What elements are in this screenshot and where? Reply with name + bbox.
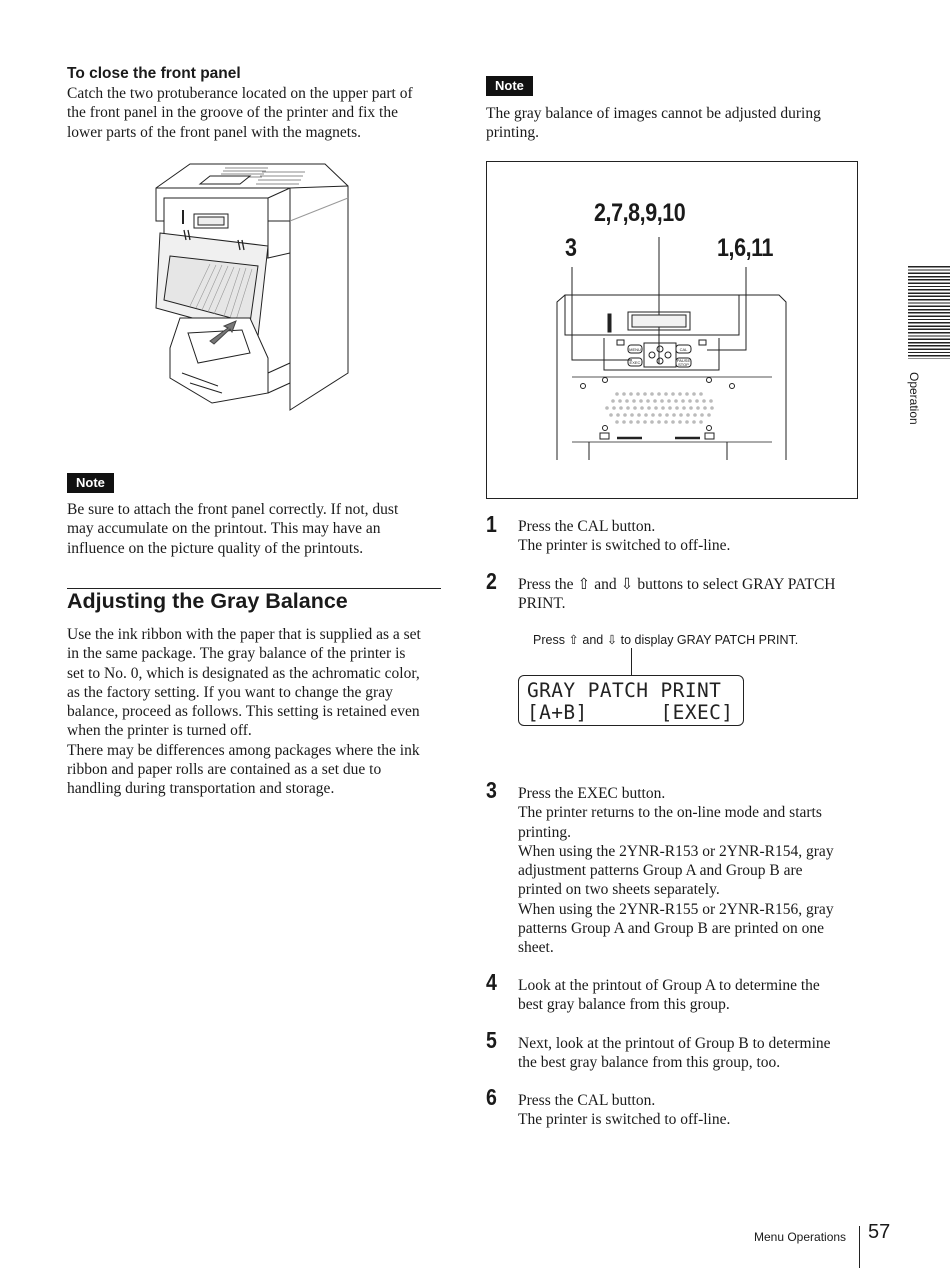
callout-steps-2-7-8-9-10: 2,7,8,9,10: [594, 199, 686, 227]
text-line: Press the CAL button.: [518, 518, 656, 535]
lcd-caption-leader: [631, 648, 632, 675]
text-line: There may be differences among packages where the ink: [67, 741, 420, 759]
step-number: 5: [486, 1027, 497, 1053]
text-line: Be sure to attach the front panel correctly. If not, dust: [67, 501, 399, 518]
text-line: Catch the two protuberance located on the upper part of: [67, 85, 413, 102]
text-line: printed on two sheets separately.: [518, 881, 720, 899]
pause-button-label-2: STOP: [678, 362, 689, 367]
text-line: lower parts of the front panel with the magnets.: [67, 123, 361, 141]
text-line: Use the ink ribbon with the paper that is supplied as a set: [67, 626, 421, 643]
callout-steps-1-6-11: 1,6,11: [717, 234, 774, 262]
text-line: handling during transportation and storage.: [67, 780, 335, 798]
step-number: 1: [486, 511, 497, 537]
text-line: the front panel in the groove of the printer and fix the: [67, 104, 398, 122]
step-3-text: [518, 784, 863, 958]
text-line: The printer returns to the on-line mode and starts: [518, 804, 822, 822]
subheading-close-front-panel: To close the front panel: [67, 65, 241, 82]
note-paragraph-right: [486, 104, 866, 143]
text-line: The gray balance of images cannot be adjusted during: [486, 105, 821, 122]
text-line: printing.: [486, 124, 539, 142]
step-number: 2: [486, 568, 497, 594]
lcd-line-1: GRAY PATCH PRINT: [527, 679, 722, 702]
section-title: Adjusting the Gray Balance: [67, 589, 348, 613]
text-line: When using the 2YNR-R153 or 2YNR-R154, gray: [518, 842, 834, 860]
step-number: 3: [486, 777, 497, 803]
text-line: sheet.: [518, 939, 554, 957]
text-line: may accumulate on the printout. This may have an: [67, 520, 381, 538]
text-line: when the printer is turned off.: [67, 722, 252, 740]
text-line: patterns Group A and Group B are printed on one: [518, 920, 825, 938]
menu-button-label: MENU: [629, 347, 641, 352]
text-line: the best gray balance from this group, too.: [518, 1054, 781, 1072]
pause-button-label-1: PAUSE: [676, 358, 691, 363]
footer-section-name: Menu Operations: [754, 1230, 847, 1244]
control-panel-diagram: [486, 161, 858, 499]
step-number: 6: [486, 1084, 497, 1110]
callout-step-3: 3: [565, 234, 577, 262]
note-badge-right: Note: [486, 76, 533, 96]
side-tab-stripes: [908, 266, 950, 359]
text-line: as the factory setting. If you want to change the gray: [67, 683, 393, 701]
exec-button-label: EXEC: [629, 360, 641, 365]
text-line: best gray balance from this group.: [518, 996, 730, 1014]
cal-button-label: CAL: [679, 347, 688, 352]
text-line: adjustment patterns Group A and Group B are: [518, 862, 803, 880]
step-6-text: [518, 1091, 863, 1130]
page-number: 57: [868, 1221, 891, 1243]
text-line: Press the CAL button.: [518, 1092, 656, 1109]
section-paragraph: [67, 625, 447, 799]
text-line: ribbon and paper rolls are contained as a set due to: [67, 761, 382, 779]
intro-paragraph: [67, 84, 447, 142]
footer-divider: [859, 1226, 860, 1268]
step-number: 4: [486, 969, 497, 995]
text-line: The printer is switched to off-line.: [518, 537, 731, 555]
text-line: Press the ⇧ and ⇩ buttons to select GRAY PATCH: [518, 576, 836, 593]
step-1-text: [518, 517, 863, 556]
lcd-line-2: [A+B] [EXEC]: [527, 701, 734, 724]
text-line: balance, proceed as follows. This setting is retained even: [67, 703, 420, 721]
text-line: Press the EXEC button.: [518, 785, 666, 802]
note-badge-left: Note: [67, 473, 114, 493]
text-line: set to No. 0, which is designated as the achromatic color,: [67, 664, 420, 682]
text-line: Next, look at the printout of Group B to determine: [518, 1035, 831, 1052]
text-line: Look at the printout of Group A to determine the: [518, 977, 820, 994]
text-line: PRINT.: [518, 595, 566, 613]
lcd-display: [518, 675, 744, 726]
text-line: influence on the picture quality of the printouts.: [67, 539, 364, 557]
text-line: in the same package. The gray balance of the printer is: [67, 645, 406, 663]
step-2-text: [518, 575, 863, 614]
text-line: The printer is switched to off-line.: [518, 1111, 731, 1129]
note-paragraph-left: [67, 500, 447, 558]
printer-front-panel-illustration: [150, 158, 355, 413]
lcd-caption: Press ⇧ and ⇩ to display GRAY PATCH PRINT.: [533, 633, 799, 647]
side-tab-label: Operation: [907, 372, 921, 425]
text-line: When using the 2YNR-R155 or 2YNR-R156, gray: [518, 900, 834, 918]
step-5-text: [518, 1034, 863, 1073]
step-4-text: [518, 976, 863, 1015]
text-line: printing.: [518, 823, 571, 841]
